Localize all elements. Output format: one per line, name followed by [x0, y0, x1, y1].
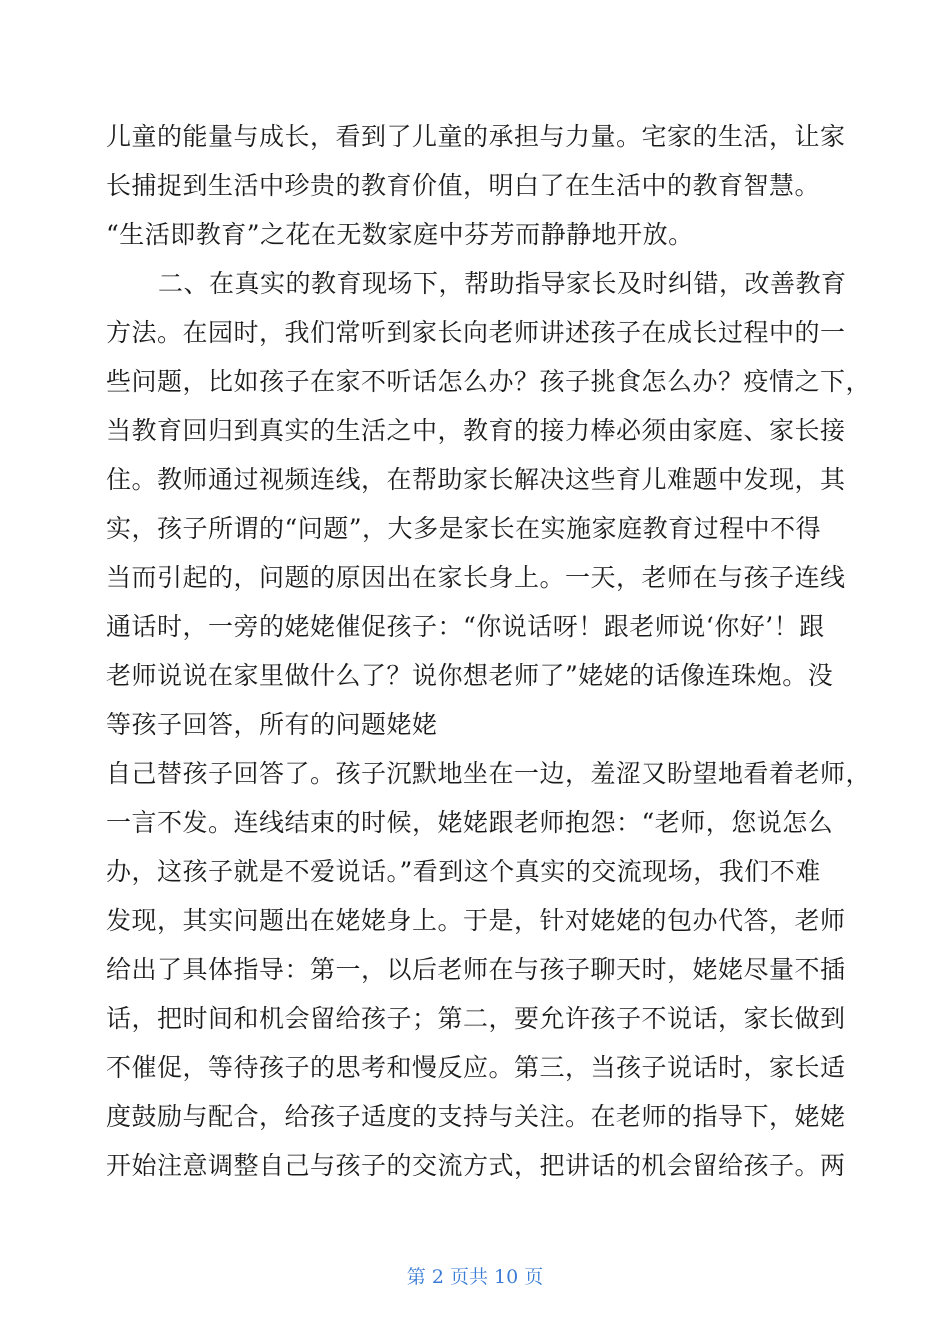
text-line: 当教育回归到真实的生活之中，教育的接力棒必须由家庭、家长接 [106, 416, 846, 445]
text-line: 实，孩子所谓的“问题”，大多是家长在实施家庭教育过程中不得 [106, 514, 822, 543]
text-line: 开始注意调整自己与孩子的交流方式，把讲话的机会留给孩子。两 [106, 1151, 846, 1180]
text-line: 一言不发。连线结束的时候，姥姥跟老师抱怨：“老师，您说怎么 [106, 808, 834, 837]
text-line: 通话时，一旁的姥姥催促孩子：“你说话呀！跟老师说‘你好’！跟 [106, 612, 825, 641]
text-line: 住。教师通过视频连线，在帮助家长解决这些育儿难题中发现，其 [106, 465, 846, 494]
text-line: 当而引起的，问题的原因出在家长身上。一天，老师在与孩子连线 [106, 563, 846, 592]
text-line: 办，这孩子就是不爱说话。”看到这个真实的交流现场，我们不难 [106, 857, 821, 886]
text-line: 长捕捉到生活中珍贵的教育价值，明白了在生活中的教育智慧。 [106, 171, 821, 200]
text-line: 自己替孩子回答了。孩子沉默地坐在一边，羞涩又盼望地看着老师， [106, 759, 872, 788]
text-line: 话，把时间和机会留给孩子；第二，要允许孩子不说话，家长做到 [106, 1004, 846, 1033]
page-number-footer: 第 2 页共 10 页 [406, 1266, 544, 1288]
text-line: “生活即教育”之花在无数家庭中芬芳而静静地开放。 [106, 220, 694, 249]
text-line: 等孩子回答，所有的问题姥姥 [106, 710, 438, 739]
text-line: 儿童的能量与成长，看到了儿童的承担与力量。宅家的生活，让家 [106, 122, 846, 151]
text-line: 发现，其实问题出在姥姥身上。于是，针对姥姥的包办代答，老师 [106, 906, 846, 935]
body-text [106, 112, 872, 1190]
text-line: 给出了具体指导：第一，以后老师在与孩子聊天时，姥姥尽量不插 [106, 955, 846, 984]
text-line: 二、在真实的教育现场下，帮助指导家长及时纠错，改善教育 [158, 269, 847, 298]
text-line: 不催促，等待孩子的思考和慢反应。第三，当孩子说话时，家长适 [106, 1053, 846, 1082]
text-line: 些问题，比如孩子在家不听话怎么办？孩子挑食怎么办？疫情之下， [106, 367, 872, 396]
text-line: 度鼓励与配合，给孩子适度的支持与关注。在老师的指导下，姥姥 [106, 1102, 846, 1131]
text-line: 老师说说在家里做什么了？说你想老师了”姥姥的话像连珠炮。没 [106, 661, 834, 690]
text-line: 方法。在园时，我们常听到家长向老师讲述孩子在成长过程中的一 [106, 318, 846, 347]
